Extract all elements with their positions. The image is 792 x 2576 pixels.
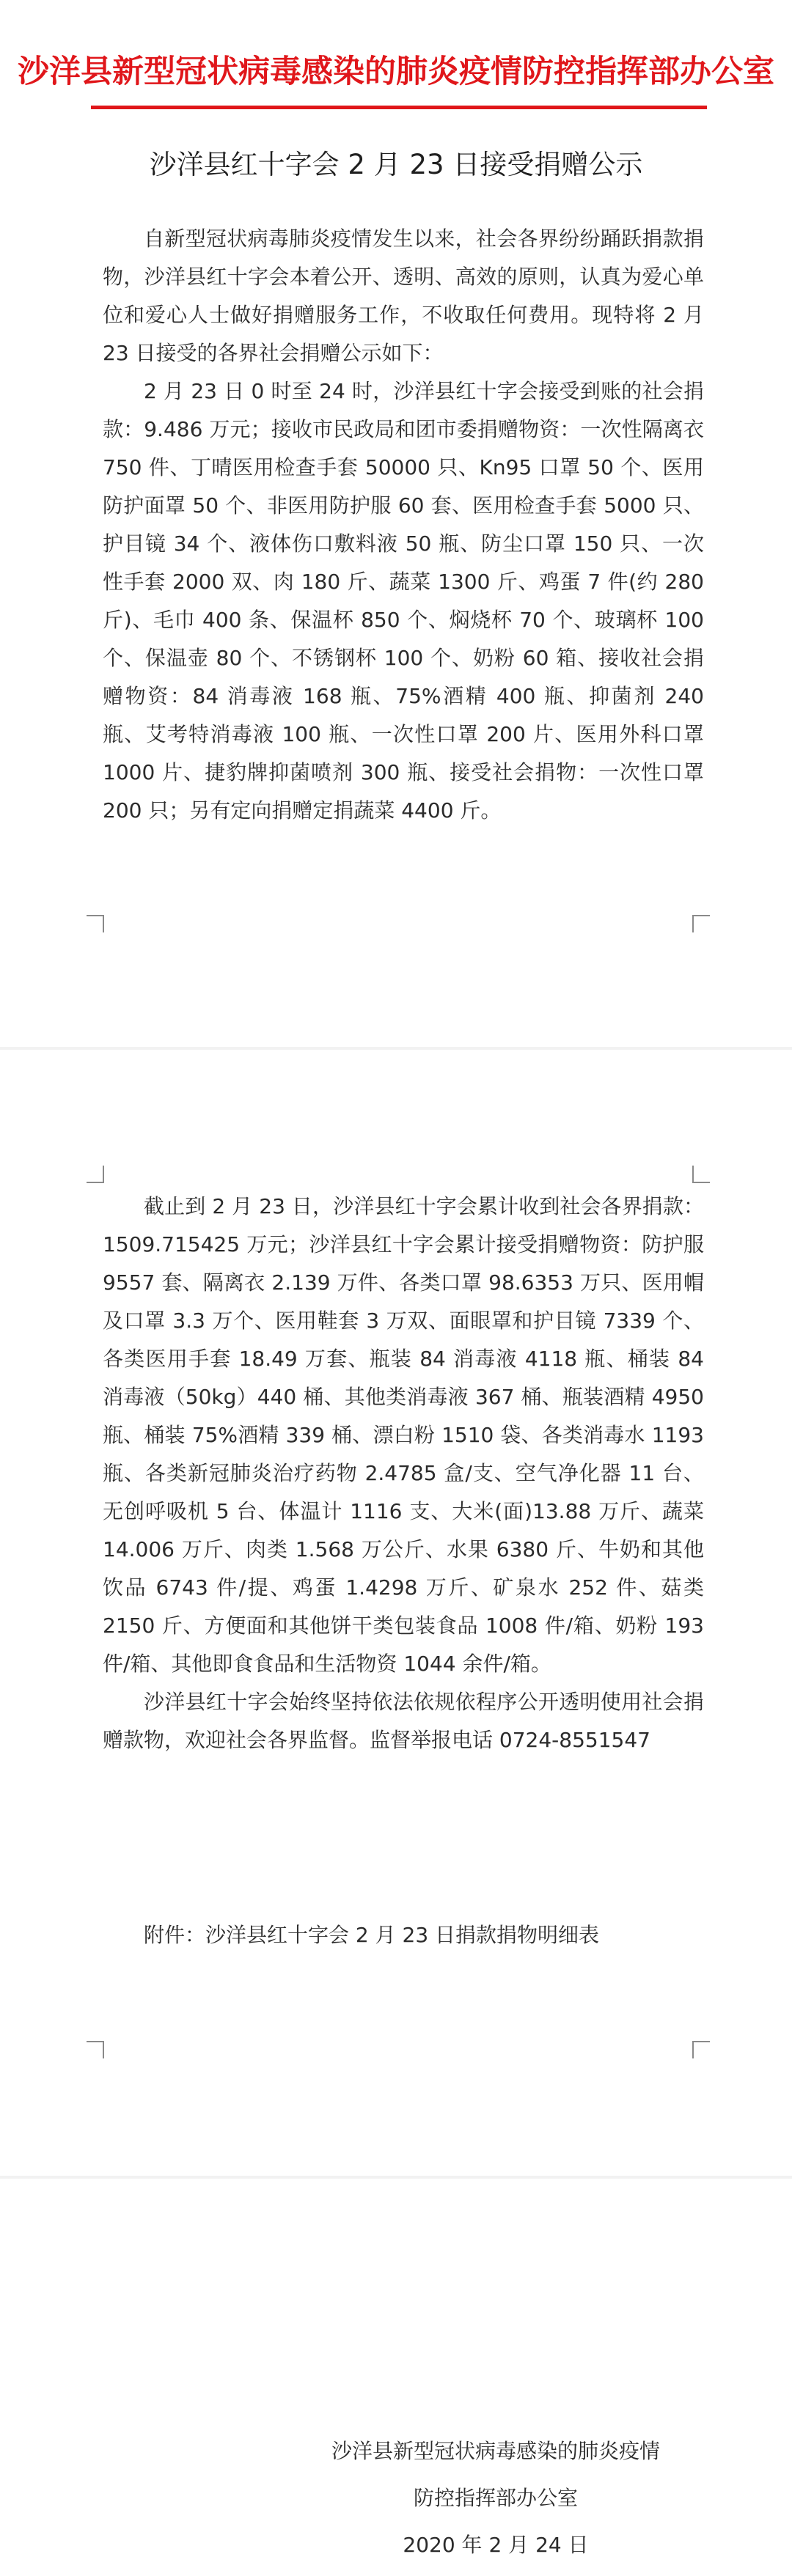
page2-body <box>103 1188 704 1759</box>
page-corner-mark-top-right <box>692 1166 710 1183</box>
intro-paragraph: 自新型冠状病毒肺炎疫情发生以来，社会各界纷纷踊跃捐款捐物，沙洋县红十字会本着公开、透明、高效的原则，认真为爱心单位和爱心人士做好捐赠服务工作，不收取任何费用。现特将 2 月 23 日接受的各界社会捐赠公示如下： <box>103 227 704 365</box>
page-corner-mark-top-left <box>87 1166 104 1183</box>
cumulative-donation-paragraph: 截止到 2 月 23 日，沙洋县红十字会累计收到社会各界捐款：1509.715425 万元；沙洋县红十字会累计接受捐赠物资：防护服 9557 套、隔离衣 2.139 万件、各类口罩 98.6353 万只、医用帽及口罩 3.3 万个、医用鞋套 3 万双、面眼罩和护目镜 7339 个、各类医用手套 18.49 万套、瓶装 84 消毒液 4118 瓶、桶装 84 消毒液（50kg）440 桶、其他类消毒液 367 桶、瓶装酒精 4950 瓶、桶装 75%酒精 339 桶、漂白粉 1510 袋、各类消毒水 1193 瓶、各类新冠肺炎治疗药物 2.4785 盒/支、空气净化器 11 台、无创呼吸机 5 台、体温计 1116 支、大米(面)13.88 万斤、蔬菜 14.006 万斤、肉类 1.568 万公斤、水果 6380 斤、牛奶和其他饮品 6743 件/提、鸡蛋 1.4298 万斤、矿泉水 252 件、菇类 2150 斤、方便面和其他饼干类包装食品 1008 件/箱、奶粉 193 件/箱、其他即食食品和生活物资 1044 余件/箱。 <box>103 1194 704 1676</box>
signature-org-line2: 防控指挥部办公室 <box>413 2486 578 2510</box>
signature-date: 2020 年 2 月 24 日 <box>403 2533 589 2557</box>
daily-donation-paragraph: 2 月 23 日 0 时至 24 时，沙洋县红十字会接受到账的社会捐款：9.486 万元；接收市民政局和团市委捐赠物资：一次性隔离衣 750 件、丁晴医用检查手套 50000 只、Kn95 口罩 50 个、医用防护面罩 50 个、非医用防护服 60 套、医用检查手套 5000 只、护目镜 34 个、液体伤口敷料液 50 瓶、防尘口罩 150 只、一次性手套 2000 双、肉 180 斤、蔬菜 1300 斤、鸡蛋 7 件(约 280 斤)、毛巾 400 条、保温杯 850 个、焖烧杯 70 个、玻璃杯 100 个、保温壶 80 个、不锈钢杯 100 个、奶粉 60 箱、接收社会捐赠物资：84 消毒液 168 瓶、75%酒精 400 瓶、抑菌剂 240 瓶、艾考特消毒液 100 瓶、一次性口罩 200 片、医用外科口罩 1000 片、捷豹牌抑菌喷剂 300 瓶、接受社会捐物：一次性口罩 200 只；另有定向捐赠定捐蔬菜 4400 斤。 <box>103 379 704 823</box>
page1-body <box>103 220 704 830</box>
header-title: 沙洋县新型冠状病毒感染的肺炎疫情防控指挥部办公室 <box>18 54 774 90</box>
page-corner-mark-bottom-right <box>692 2041 710 2058</box>
attachment-note: 附件：沙洋县红十字会 2 月 23 日捐款捐物明细表 <box>144 1923 600 1947</box>
document-page-1 <box>0 0 792 1047</box>
header-red-rule <box>91 106 707 109</box>
page-corner-mark-bottom-right <box>692 915 710 932</box>
page-corner-mark-bottom-left <box>87 915 104 932</box>
page-corner-mark-bottom-left <box>87 2041 104 2058</box>
signature-org-line1: 沙洋县新型冠状病毒感染的肺炎疫情 <box>331 2439 660 2463</box>
supervision-paragraph: 沙洋县红十字会始终坚持依法依规依程序公开透明使用社会捐赠款物，欢迎社会各界监督。监督举报电话 0724-8551547 <box>103 1690 704 1752</box>
document-title: 沙洋县红十字会 2 月 23 日接受捐赠公示 <box>149 149 643 180</box>
